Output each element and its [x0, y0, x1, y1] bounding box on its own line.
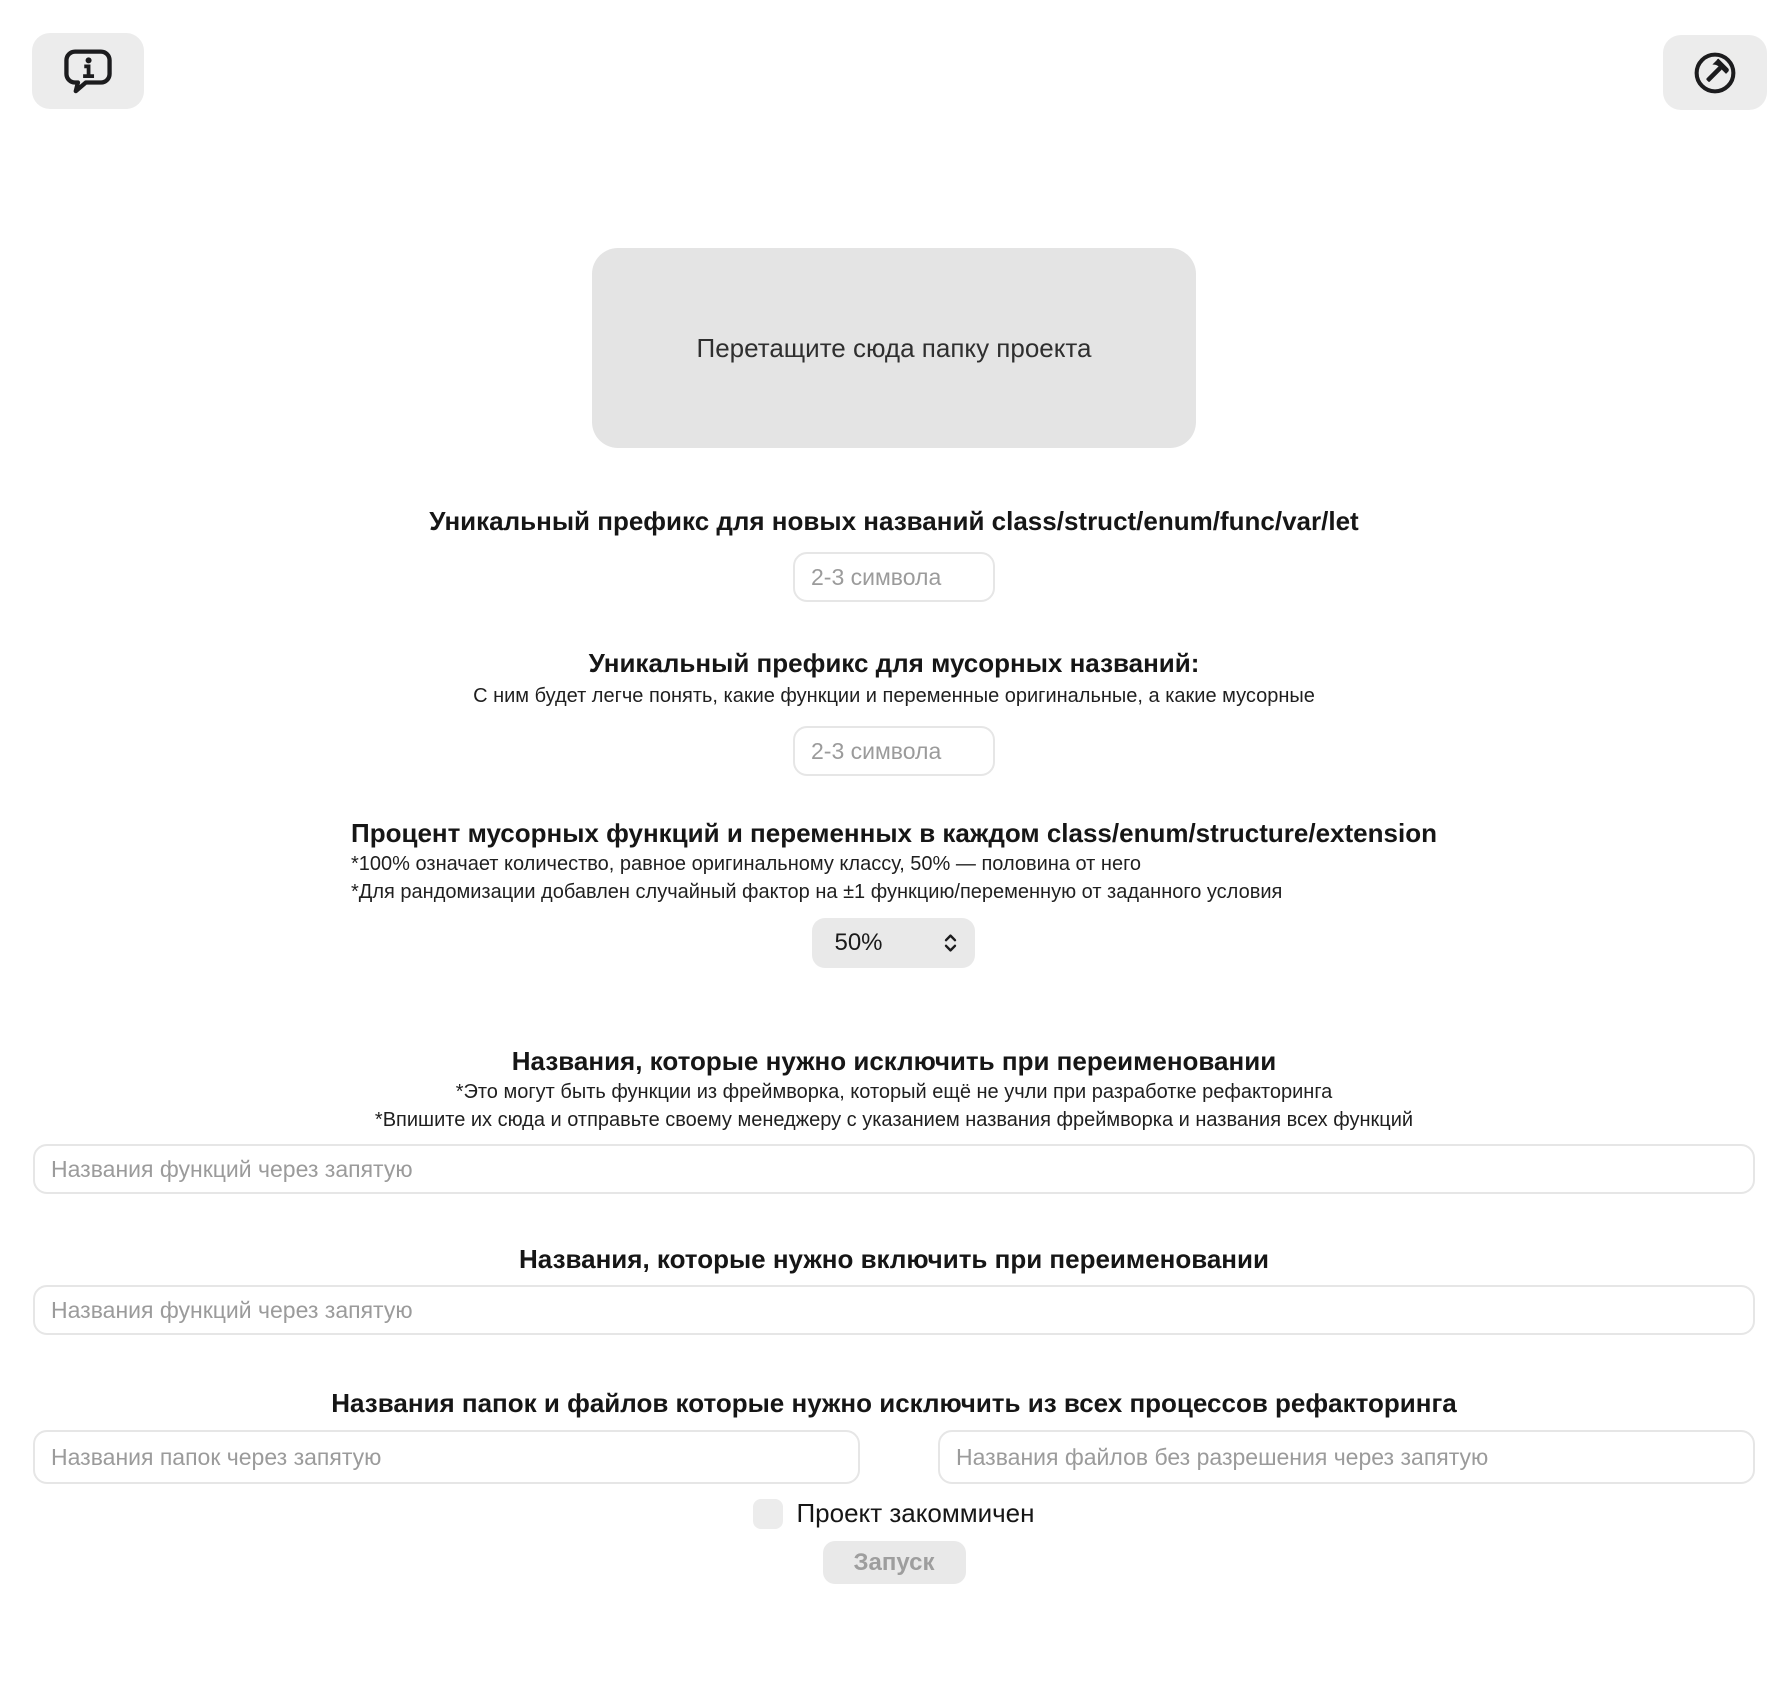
project-committed-label: Проект закоммичен [796, 1498, 1035, 1528]
section-note: *Для рандомизации добавлен случайный фактор на ±1 функцию/переменную от заданного условия [351, 881, 1283, 903]
trash-percent-select[interactable] [812, 918, 975, 968]
section-exclude-paths [0, 1388, 1788, 1484]
section-title: Названия папок и файлов которые нужно исключить из всех процессов рефакторинга [331, 1388, 1457, 1418]
exclude-files-input[interactable] [938, 1430, 1755, 1484]
dropzone-label: Перетащите сюда папку проекта [696, 332, 1092, 363]
section-prefix-trash [0, 648, 1788, 776]
selected-value: 50% [834, 929, 883, 956]
section-subtitle: С ним будет легче понять, какие функции и переменные оригинальные, а какие мусорные [473, 685, 1315, 707]
project-folder-dropzone[interactable] [592, 248, 1196, 448]
section-note: *100% означает количество, равное оригинальному классу, 50% — половина от него [351, 853, 1142, 875]
section-note: *Это могут быть функции из фреймворка, который ещё не учли при разработке рефакторинга [455, 1081, 1333, 1103]
section-trash-percent [351, 818, 1437, 968]
build-button[interactable] [1663, 35, 1767, 110]
chevron-up-down-icon [942, 933, 959, 953]
exclude-function-names-input[interactable] [33, 1144, 1755, 1194]
hammer-icon [1691, 49, 1739, 97]
section-exclude-names [0, 1046, 1788, 1194]
section-title: Уникальный префикс для мусорных названий: [588, 648, 1200, 678]
prefix-trash-input[interactable] [793, 726, 995, 776]
section-include-names [0, 1244, 1788, 1335]
info-speech-bubble-icon [62, 48, 114, 94]
section-prefix-new [0, 506, 1788, 602]
exclude-paths-inputs [33, 1430, 1755, 1484]
section-title: Названия, которые нужно включить при переименовании [519, 1244, 1269, 1274]
run-button[interactable]: Запуск [823, 1541, 966, 1584]
section-note: *Впишите их сюда и отправьте своему менеджеру с указанием названия фреймворка и названия всех функций [374, 1109, 1414, 1131]
project-committed-checkbox[interactable] [753, 1499, 783, 1529]
section-title: Названия, которые нужно исключить при переименовании [511, 1046, 1277, 1076]
prefix-new-input[interactable] [793, 552, 995, 602]
include-function-names-input[interactable] [33, 1285, 1755, 1335]
exclude-folders-input[interactable] [33, 1430, 860, 1484]
info-button[interactable] [32, 33, 144, 109]
commit-checkbox-row [0, 1498, 1788, 1529]
section-title: Процент мусорных функций и переменных в каждом class/enum/structure/extension [351, 818, 1437, 848]
section-title: Уникальный префикс для новых названий class/struct/enum/func/var/let [429, 506, 1359, 536]
